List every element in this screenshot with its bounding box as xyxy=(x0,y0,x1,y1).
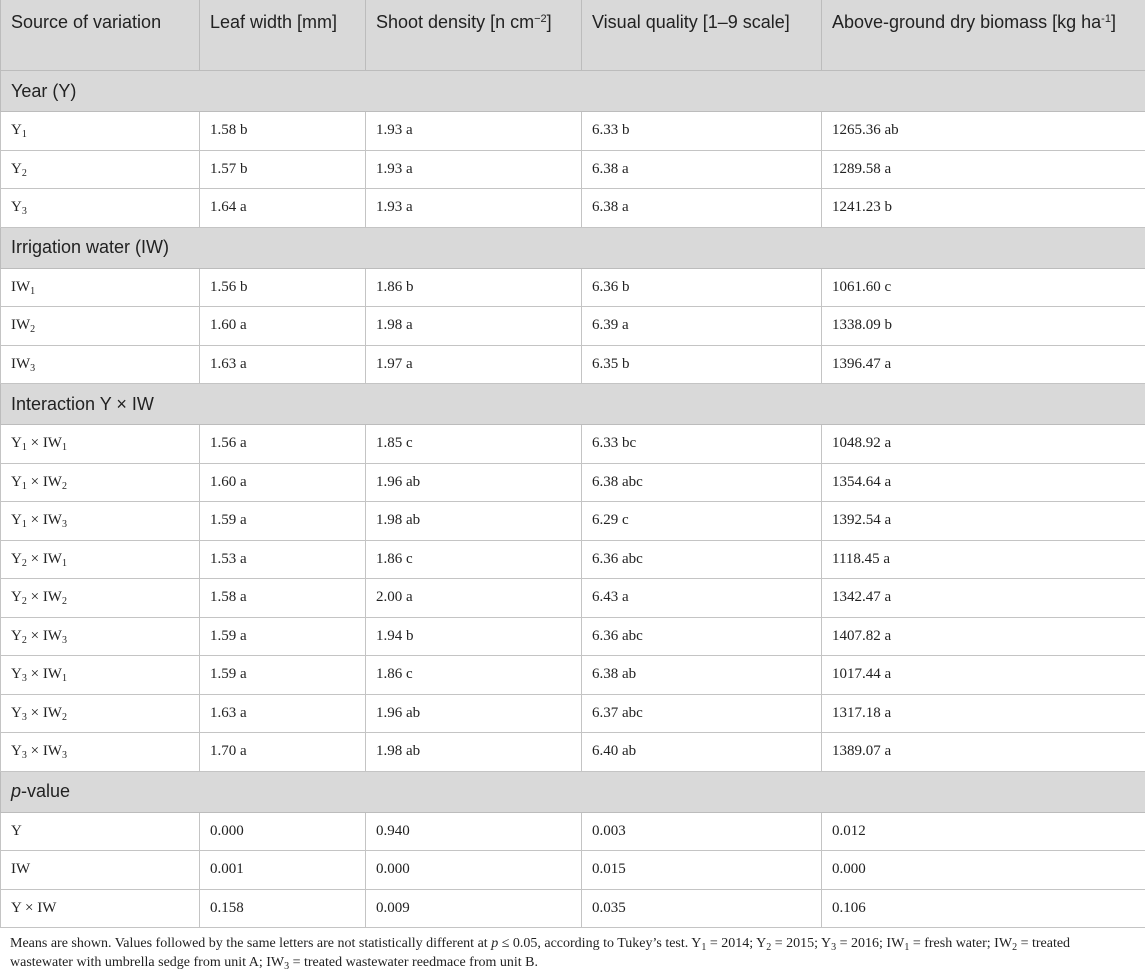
cell-biomass: 1354.64 a xyxy=(822,463,1145,502)
cell-visual: 6.38 a xyxy=(582,189,822,228)
section-year xyxy=(1,71,1145,112)
cell-biomass: 1048.92 a xyxy=(822,425,1145,464)
table-row xyxy=(1,656,1145,695)
header-biomass: Above-ground dry biomass [kg $ha^{-1}$] xyxy=(822,0,1145,71)
table-row xyxy=(1,579,1145,618)
cell-leaf: 1.53 a xyxy=(200,540,366,579)
table-row xyxy=(1,189,1145,228)
cell-visual: 6.38 a xyxy=(582,150,822,189)
section-label: Interaction Y × IW xyxy=(1,384,1145,425)
cell-biomass: 1392.54 a xyxy=(822,502,1145,541)
cell-visual: 0.003 xyxy=(582,812,822,851)
cell-biomass: 1061.60 c xyxy=(822,268,1145,307)
cell-leaf: 1.58 b xyxy=(200,112,366,151)
table-row xyxy=(1,307,1145,346)
section-interaction xyxy=(1,384,1145,425)
table-row xyxy=(1,889,1145,928)
table-row xyxy=(1,112,1145,151)
cell-visual: 6.29 c xyxy=(582,502,822,541)
section-label: Irrigation water (IW) xyxy=(1,227,1145,268)
row-label: $Y_2 \times IW_1$ xyxy=(1,540,200,579)
row-label: $IW_3$ xyxy=(1,345,200,384)
header-leaf-width: Leaf width [mm] xyxy=(200,0,366,71)
table-row xyxy=(1,463,1145,502)
cell-shoot: 1.86 b xyxy=(366,268,582,307)
cell-visual: 6.38 abc xyxy=(582,463,822,502)
cell-visual: 6.40 ab xyxy=(582,733,822,772)
cell-leaf: 1.59 a xyxy=(200,502,366,541)
cell-visual: 6.43 a xyxy=(582,579,822,618)
table-footnote: Means are shown. Values followed by the same letters are not statistically different at p ≤ 0.05, according to Tukey’s test. $Y_1 = 2014$; $Y_2 = 2015$; $Y_3 = 2016$; $IW_1$ = fresh water; $IW_2$ = treated wastewater with umbrella sedge from unit A; $IW_3$ = treated wastewater reedmace from unit B. xyxy=(10,936,1071,972)
cell-leaf: 1.57 b xyxy=(200,150,366,189)
cell-shoot: 1.96 ab xyxy=(366,463,582,502)
row-label: $Y_3 \times IW_1$ xyxy=(1,656,200,695)
cell-biomass: 1389.07 a xyxy=(822,733,1145,772)
row-label: $Y_2 \times IW_3$ xyxy=(1,617,200,656)
table-row xyxy=(1,812,1145,851)
cell-shoot: 1.85 c xyxy=(366,425,582,464)
cell-biomass: 0.106 xyxy=(822,889,1145,928)
cell-leaf: 0.001 xyxy=(200,851,366,890)
cell-shoot: 0.009 xyxy=(366,889,582,928)
cell-visual: 6.39 a xyxy=(582,307,822,346)
cell-visual: 6.37 abc xyxy=(582,694,822,733)
cell-biomass: 0.000 xyxy=(822,851,1145,890)
cell-leaf: 0.158 xyxy=(200,889,366,928)
cell-biomass: 1017.44 a xyxy=(822,656,1145,695)
cell-shoot: 1.93 a xyxy=(366,112,582,151)
row-label: Y xyxy=(1,812,200,851)
row-label: $Y_3 \times IW_2$ xyxy=(1,694,200,733)
cell-leaf: 0.000 xyxy=(200,812,366,851)
section-label: p-value xyxy=(1,771,1145,812)
cell-leaf: 1.63 a xyxy=(200,345,366,384)
row-label: $Y_1 \times IW_2$ xyxy=(1,463,200,502)
cell-biomass: 0.012 xyxy=(822,812,1145,851)
cell-shoot: 1.94 b xyxy=(366,617,582,656)
cell-shoot: 1.93 a xyxy=(366,150,582,189)
row-label: $Y_1 \times IW_3$ xyxy=(1,502,200,541)
cell-shoot: 1.98 ab xyxy=(366,502,582,541)
table-row xyxy=(1,150,1145,189)
row-label: $IW_1$ xyxy=(1,268,200,307)
cell-visual: 6.38 ab xyxy=(582,656,822,695)
cell-visual: 6.35 b xyxy=(582,345,822,384)
row-label: $Y_1 \times IW_1$ xyxy=(1,425,200,464)
table-row xyxy=(1,694,1145,733)
cell-biomass: 1289.58 a xyxy=(822,150,1145,189)
section-p-value xyxy=(1,771,1145,812)
row-label: $Y_1$ xyxy=(1,112,200,151)
table-row xyxy=(1,345,1145,384)
cell-biomass: 1407.82 a xyxy=(822,617,1145,656)
cell-shoot: 0.940 xyxy=(366,812,582,851)
cell-shoot: 2.00 a xyxy=(366,579,582,618)
cell-visual: 0.015 xyxy=(582,851,822,890)
cell-biomass: 1241.23 b xyxy=(822,189,1145,228)
row-label: $Y_3$ xyxy=(1,189,200,228)
cell-leaf: 1.59 a xyxy=(200,617,366,656)
cell-shoot: 1.86 c xyxy=(366,656,582,695)
cell-leaf: 1.60 a xyxy=(200,463,366,502)
cell-shoot: 1.86 c xyxy=(366,540,582,579)
table-row xyxy=(1,502,1145,541)
cell-leaf: 1.70 a xyxy=(200,733,366,772)
header-source: Source of variation xyxy=(1,0,200,71)
row-label: $Y_3 \times IW_3$ xyxy=(1,733,200,772)
section-irrigation-water xyxy=(1,227,1145,268)
table-row xyxy=(1,425,1145,464)
cell-biomass: 1396.47 a xyxy=(822,345,1145,384)
header-row xyxy=(1,0,1145,71)
cell-shoot: 1.97 a xyxy=(366,345,582,384)
cell-leaf: 1.60 a xyxy=(200,307,366,346)
cell-visual: 6.36 b xyxy=(582,268,822,307)
cell-leaf: 1.59 a xyxy=(200,656,366,695)
cell-biomass: 1118.45 a xyxy=(822,540,1145,579)
table-row xyxy=(1,851,1145,890)
cell-visual: 6.33 bc xyxy=(582,425,822,464)
row-label: Y × IW xyxy=(1,889,200,928)
cell-biomass: 1338.09 b xyxy=(822,307,1145,346)
row-label: $Y_2 \times IW_2$ xyxy=(1,579,200,618)
cell-biomass: 1317.18 a xyxy=(822,694,1145,733)
cell-leaf: 1.58 a xyxy=(200,579,366,618)
row-label: $Y_2$ xyxy=(1,150,200,189)
cell-shoot: 1.98 ab xyxy=(366,733,582,772)
header-shoot-density: Shoot density [n $cm^{-2}$] xyxy=(366,0,582,71)
cell-leaf: 1.64 a xyxy=(200,189,366,228)
table-row xyxy=(1,540,1145,579)
cell-leaf: 1.63 a xyxy=(200,694,366,733)
table-row xyxy=(1,268,1145,307)
section-label: Year (Y) xyxy=(1,71,1145,112)
cell-visual: 0.035 xyxy=(582,889,822,928)
row-label: IW xyxy=(1,851,200,890)
cell-shoot: 1.93 a xyxy=(366,189,582,228)
header-visual-quality: Visual quality [1–9 scale] xyxy=(582,0,822,71)
cell-leaf: 1.56 b xyxy=(200,268,366,307)
cell-leaf: 1.56 a xyxy=(200,425,366,464)
cell-shoot: 1.96 ab xyxy=(366,694,582,733)
cell-visual: 6.36 abc xyxy=(582,540,822,579)
cell-shoot: 1.98 a xyxy=(366,307,582,346)
cell-shoot: 0.000 xyxy=(366,851,582,890)
cell-visual: 6.36 abc xyxy=(582,617,822,656)
table-row xyxy=(1,733,1145,772)
cell-biomass: 1265.36 ab xyxy=(822,112,1145,151)
cell-biomass: 1342.47 a xyxy=(822,579,1145,618)
cell-visual: 6.33 b xyxy=(582,112,822,151)
table-row xyxy=(1,617,1145,656)
row-label: $IW_2$ xyxy=(1,307,200,346)
